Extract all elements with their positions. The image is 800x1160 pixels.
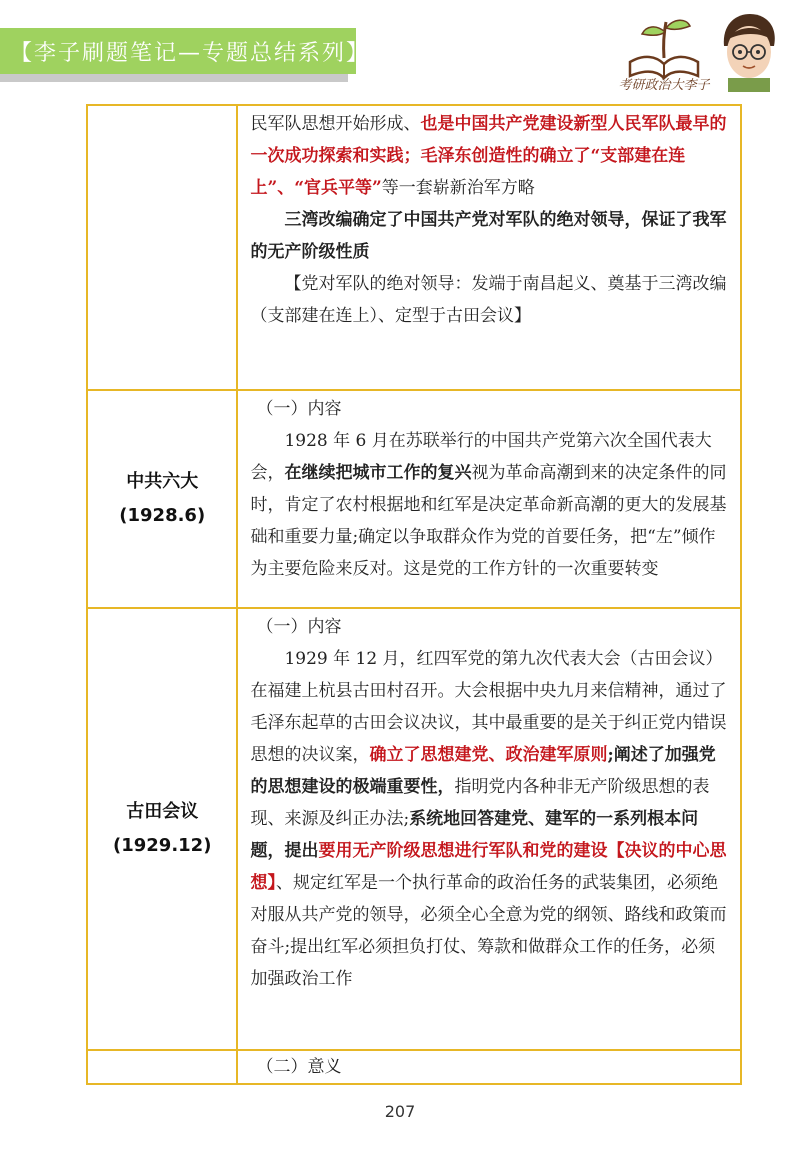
bold-text: 系统地回答建党、建军的一系列根本问题，提出 [250, 809, 699, 861]
text-span: 1928 年 6 月在苏联举行的中国共产党第六次全国代表大会， [250, 431, 712, 483]
row-content-cell [237, 390, 741, 608]
gutian-paragraph [250, 643, 732, 995]
text-span: 等一套崭新治军方略 [381, 178, 535, 198]
row-date: (1929.12) [113, 835, 212, 856]
header-banner-shadow [0, 74, 348, 82]
row-content-cell [237, 1050, 741, 1084]
sanwan-note: 【党对军队的绝对领导：发端于南昌起义、奠基于三湾改编（支部建在连上）、定型于古田会议】 [250, 274, 727, 326]
section-heading: （一）内容 [256, 617, 342, 637]
row-title-cell [87, 1050, 237, 1084]
table-row [87, 105, 741, 390]
text-span: 指明党内各种非无产阶级思想的表现、来源及纠正办法; [250, 777, 710, 829]
content-table [86, 104, 742, 1085]
row-title: 中共六大 [126, 471, 199, 492]
row-content-cell [237, 608, 741, 1050]
logo-text: 考研政治大李子 [618, 78, 710, 93]
header-banner-text: 【李子刷题笔记—专题总结系列】 [10, 41, 371, 66]
emphasis-text: 也是中国共产党建设新型人民军队最早的一次成功探索和实践；毛泽东创造性的确立了“支部建在连上”、“官兵平等” [250, 114, 727, 198]
text-span: 1929 年 12 月，红四军党的第九次代表大会（古田会议）在福建上杭县古田村召开。大会根据中央九月来信精神，通过了毛泽东起草的古田会议决议，其中最重要的是关于纠正党内错误思想的决议案， [250, 649, 727, 765]
text-span: 、规定红军是一个执行革命的政治任务的武装集团，必须绝对服从共产党的领导，必须全心全意为党的纲领、路线和政策而奋斗;提出红军必须担负打仗、筹款和做群众工作的任务，必须加强政治工作 [250, 873, 727, 989]
sanwan-conclusion: 三湾改编确定了中国共产党对军队的绝对领导，保证了我军的无产阶级性质 [250, 210, 727, 262]
table-row [87, 608, 741, 1050]
row-title-cell [87, 390, 237, 608]
emphasis-text: 确立了思想建党、政治建军原则 [369, 745, 608, 765]
bold-text: ;阐述了加强党的思想建设的极端重要性， [250, 745, 716, 797]
row-date: (1928.6) [119, 505, 206, 526]
row-title: 古田会议 [126, 801, 199, 822]
section-heading: （二）意义 [256, 1057, 342, 1077]
page-number: 207 [384, 1102, 416, 1121]
table-row [87, 390, 741, 608]
table-row [87, 1050, 741, 1084]
bold-text: 在继续把城市工作的复兴 [284, 463, 472, 483]
section-heading: （一）内容 [256, 399, 342, 419]
row-title-cell [87, 608, 237, 1050]
text-span: 民军队思想开始形成、 [250, 114, 421, 134]
row-title-cell [87, 105, 237, 390]
sixth-congress-paragraph [250, 425, 732, 585]
text-span: 视为革命高潮到来的决定条件的同时，肯定了农村根据地和红军是决定革命新高潮的更大的发展基础和重要力量;确定以争取群众作为党的首要任务，把“左”倾作为主要危险来反对。这是党的工作方针的一次重要转变 [250, 463, 727, 579]
row-content-cell [237, 105, 741, 390]
sanwan-paragraph [250, 108, 732, 204]
avatar-cartoon-icon [718, 12, 780, 92]
emphasis-text: 要用无产阶级思想进行军队和党的建设【决议的中心思想】 [250, 841, 727, 893]
